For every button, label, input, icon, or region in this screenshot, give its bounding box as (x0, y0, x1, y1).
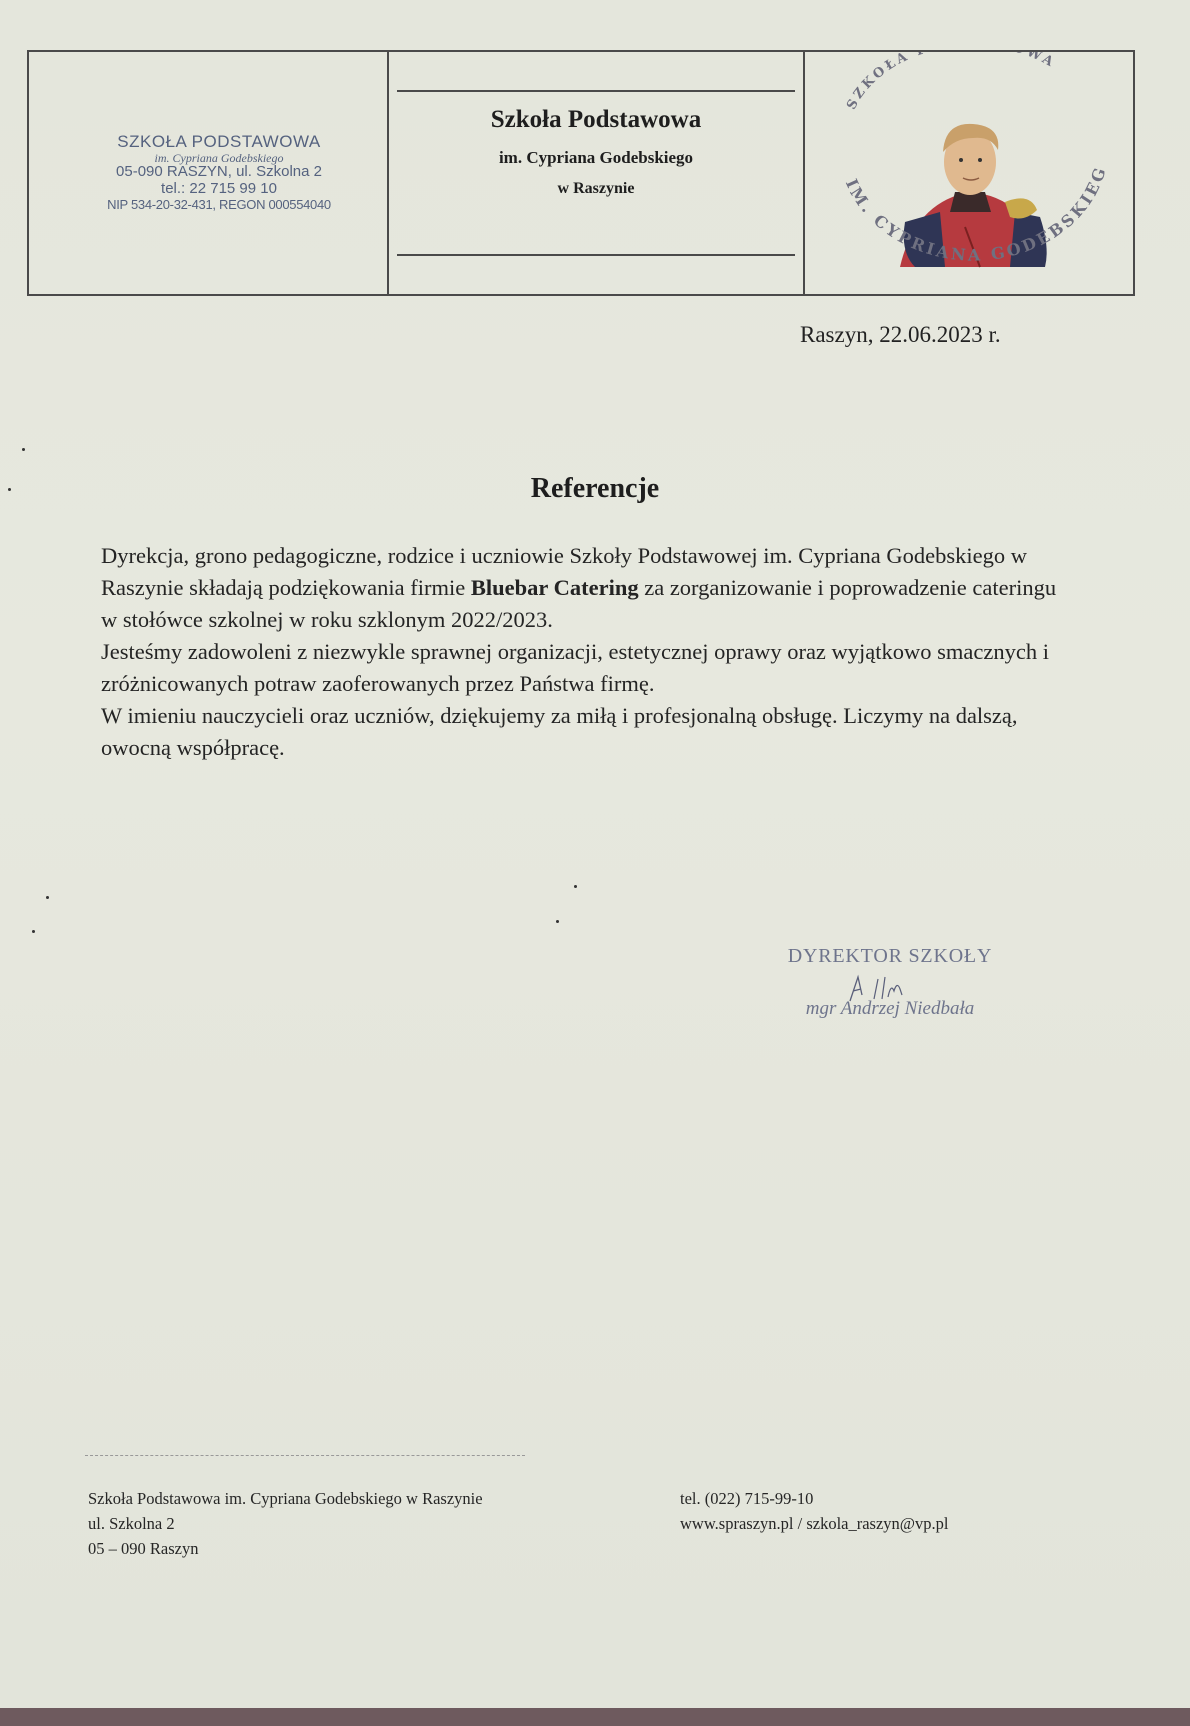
school-location: w Raszynie (557, 180, 635, 197)
letter-body (101, 540, 1061, 764)
footer-web-email: www.spraszyn.pl / szkola_raszyn@vp.pl (680, 1514, 949, 1533)
signature-stamp (740, 945, 1040, 1020)
company-name: Bluebar Catering (470, 575, 639, 600)
stamp-phone: tel.: 22 715 99 10 (161, 180, 277, 197)
svg-text:SZKOŁA PODSTAWOWA (844, 52, 1058, 112)
letterhead-title-cell (389, 52, 805, 296)
paper-speck (46, 896, 49, 899)
letter-date: Raszyn, 22.06.2023 r. (800, 322, 1001, 347)
paper-speck (556, 920, 559, 923)
letter-title: Referencje (530, 473, 660, 504)
patron-portrait-icon (805, 52, 1135, 296)
footer-contact (680, 1486, 948, 1536)
paragraph: W imieniu nauczycieli oraz uczniów, dziękujemy za miłą i profesjonalną obsługę. Liczymy na dalszą, owocną współpracę. (101, 703, 1018, 760)
stamp-address: 05-090 RASZYN, ul. Szkolna 2 (116, 163, 322, 180)
logo-top-text: SZKOŁA WA (844, 52, 1059, 113)
footer-street: ul. Szkolna 2 (88, 1514, 175, 1533)
paper-speck (8, 488, 11, 491)
paper-speck (574, 885, 577, 888)
paper-speck (22, 448, 25, 451)
school-patron: im. Cypriana Godebskiego (498, 148, 694, 167)
school-logo (805, 52, 1135, 296)
footer-divider (85, 1455, 525, 1456)
logo-bottom-text: IM. CYPRIANA GODEBSKIEG (841, 162, 1111, 265)
handwritten-signature-icon (844, 971, 914, 1005)
stamp-school-name: SZKOŁA PODSTAWOWA (117, 132, 321, 151)
school-stamp (29, 52, 389, 296)
paper-speck (32, 930, 35, 933)
footer-address (88, 1486, 483, 1561)
paragraph: Dyrekcja, grono pedagogiczne, rodzice i uczniowie Szkoły Podstawowej im. Cypriana Godebskiego w Raszynie składają podziękowania firmie Bluebar Catering za zorganizowanie i poprowadzenie cateringu w stołówce szkolnej w roku szklonym 2022/2023. (101, 543, 1057, 632)
table-surface (0, 1708, 1190, 1726)
signature-role: DYREKTOR SZKOŁY (787, 945, 993, 967)
letterhead (27, 50, 1135, 296)
footer-phone: tel. (022) 715-99-10 (680, 1489, 814, 1508)
school-name: Szkoła Podstawowa (490, 106, 702, 133)
divider (397, 52, 795, 92)
paragraph: Jesteśmy zadowoleni z niezwykle sprawnej organizacji, estetycznej oprawy oraz wyjątkowo smacznych i zróżnicowanych potraw zaoferowanych przez Państwa firmę. (101, 639, 1049, 696)
stamp-patron: im. Cypriana Godebskiego (154, 151, 284, 165)
divider (397, 254, 795, 296)
stamp-nip-regon: NIP 534-20-32-431, REGON 000554040 (107, 197, 331, 212)
footer-city: 05 – 090 Raszyn (88, 1539, 199, 1558)
footer-school: Szkoła Podstawowa im. Cypriana Godebskiego w Raszynie (88, 1489, 483, 1508)
signature-name: mgr Andrzej Niedbała (805, 998, 975, 1019)
